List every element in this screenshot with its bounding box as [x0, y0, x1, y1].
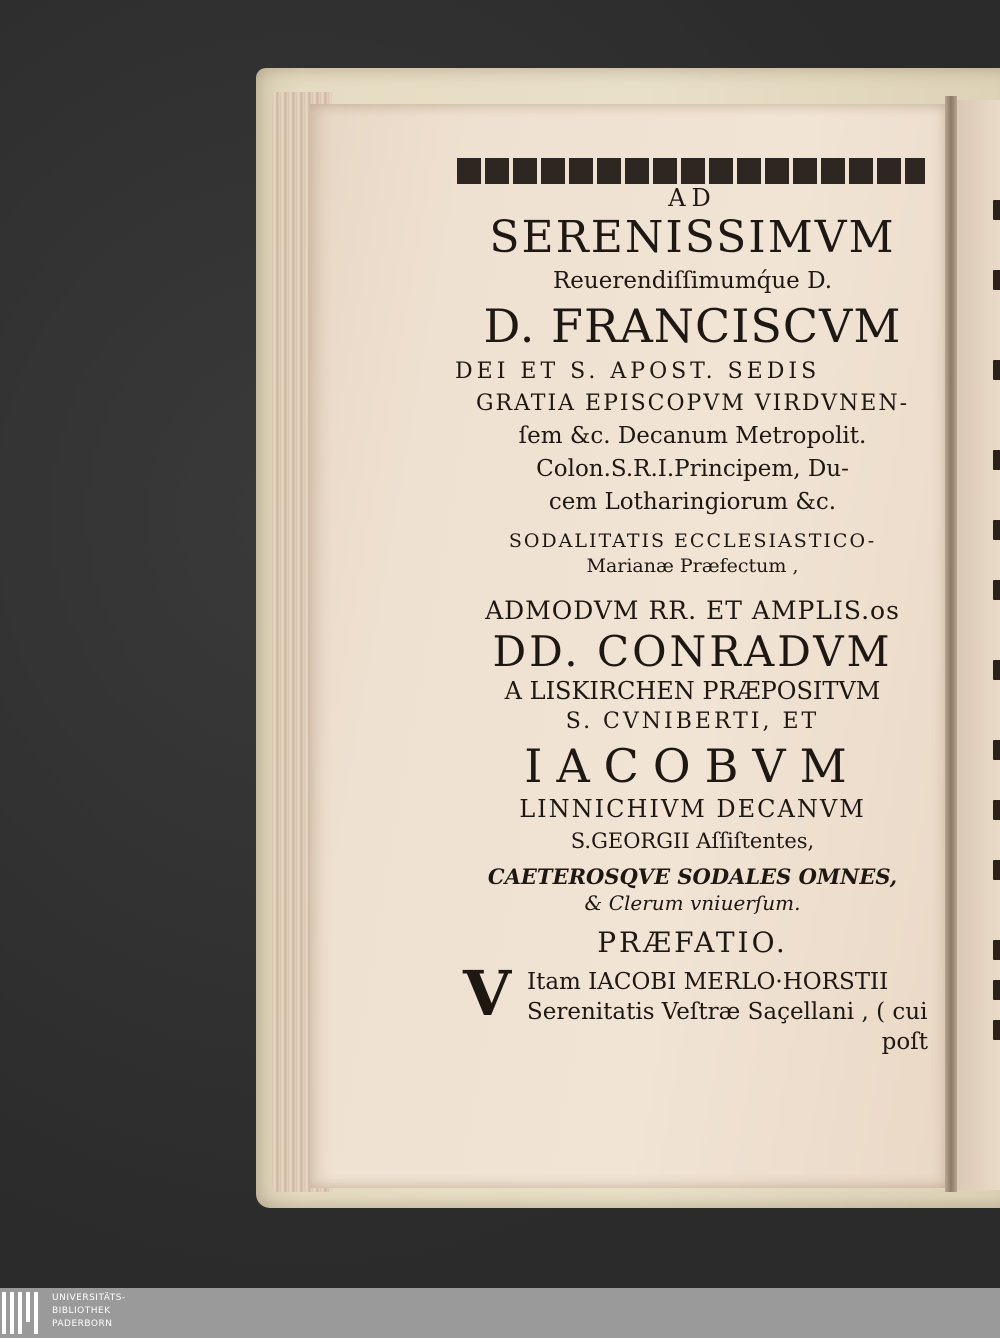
- heading-ad: AD: [668, 184, 717, 212]
- library-logo-icon: [2, 1292, 42, 1334]
- heading-franciscum: D. FRANCISCVM: [483, 299, 902, 353]
- line-liskirchen: A LISKIRCHEN PRÆPOSITVM: [504, 677, 881, 705]
- line-admodum: ADMODVM RR. ET AMPLIS.os: [485, 596, 900, 625]
- library-footer: [0, 1288, 1000, 1338]
- line-marianae: Marianæ Præfectum ,: [586, 555, 799, 577]
- library-name: [52, 1292, 126, 1331]
- drop-cap: V: [463, 957, 512, 1030]
- line-caeterosque: CAETEROSQVE SODALES OMNES,: [487, 864, 898, 889]
- book-gutter: [945, 96, 957, 1192]
- library-name-line-2: BIBLIOTHEK: [52, 1306, 111, 1316]
- preface-line-1: Itam IACOBI MERLO·HORSTII: [527, 969, 889, 995]
- line-cem: cem Lotharingiorum &c.: [548, 489, 837, 515]
- line-dei: DEI ET S. APOST. SEDIS: [455, 359, 821, 384]
- line-georgii: S.GEORGII Aſſiſtentes,: [570, 829, 815, 853]
- line-gratia: GRATIA EPISCOPVM VIRDVNEN-: [475, 391, 910, 416]
- facing-page-edge: [957, 100, 1000, 1190]
- line-reuerendissimum: Reuerendiſſimumq́ue D.: [552, 268, 833, 294]
- heading-praefatio: PRÆFATIO.: [597, 926, 788, 959]
- heading-conradum: DD. CONRADVM: [492, 627, 893, 676]
- line-colon: Colon.S.R.I.Principem, Du-: [536, 456, 849, 482]
- line-clerum: & Clerum vniuerſum.: [584, 891, 801, 915]
- preface-paragraph: [455, 957, 930, 1057]
- line-sodalitatis: SODALITATIS ECCLESIASTICO-: [508, 530, 877, 552]
- preface-catchword: poſt: [881, 1029, 928, 1055]
- line-linnichium: LINNICHIVM DECANVM: [519, 795, 866, 823]
- heading-iacobum: IACOBVM: [524, 739, 861, 793]
- line-fem: ſem &c. Decanum Metropolit.: [518, 423, 867, 449]
- library-name-line-1: UNIVERSITÄTS-: [52, 1293, 126, 1303]
- line-cuniberti: S. CVNIBERTI, ET: [565, 709, 820, 734]
- dedication-text: [455, 158, 930, 1057]
- heading-serenissimum: SERENISSIMVM: [489, 212, 896, 263]
- preface-line-2: Serenitatis Veſtræ Saçellani , ( cui: [527, 999, 928, 1025]
- library-name-line-3: PADERBORN: [52, 1319, 113, 1329]
- ornament-band-icon: [457, 158, 925, 184]
